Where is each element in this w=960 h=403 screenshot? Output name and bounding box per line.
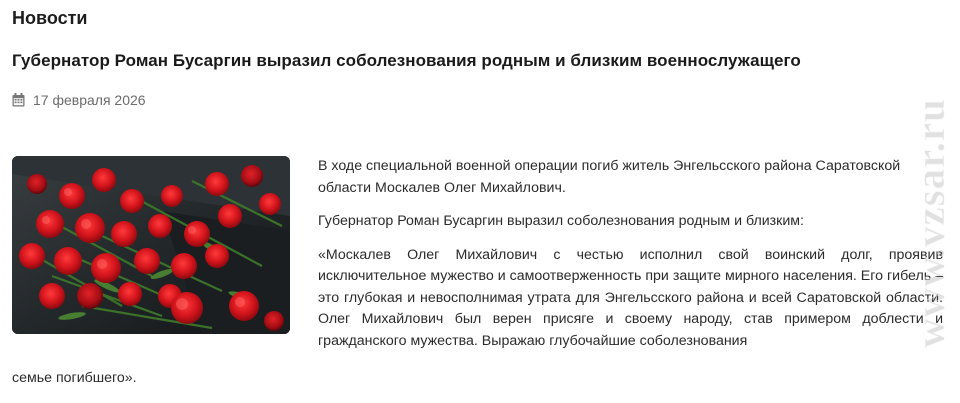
watermark-text: www.vzsar.ru (907, 97, 953, 348)
article-body (318, 156, 943, 364)
calendar-icon (12, 93, 25, 107)
article-headline[interactable]: Губернатор Роман Бусаргин выразил соболезнования родным и близким военнослужащего (12, 51, 801, 70)
article-quote-paragraph: «Москалев Олег Михайлович с честью исполнил свой воинский долг, проявив исключительное мужество и самоотверженность при защите мирного населения. Его гибель – это глубокая и невосполнимая утрата для Энгельсского района и всей Саратовской области. Олег Михайлович был верен присяге и своему народу, став примером доблести и гражданского мужества. Выражаю глубочайшие соболезнования (318, 246, 943, 349)
article-date-row (12, 92, 146, 108)
article-paragraph-tail: семье погибшего». (12, 370, 137, 386)
article-photo (12, 156, 290, 334)
article-date: 17 февраля 2026 (33, 92, 146, 108)
article-paragraph: Губернатор Роман Бусаргин выразил соболезнования родным и близким: (318, 213, 805, 229)
article-paragraph: В ходе специальной военной операции погиб житель Энгельсского района Саратовской области Москалев Олег Михайлович. (318, 158, 901, 196)
section-title: Новости (12, 8, 88, 28)
